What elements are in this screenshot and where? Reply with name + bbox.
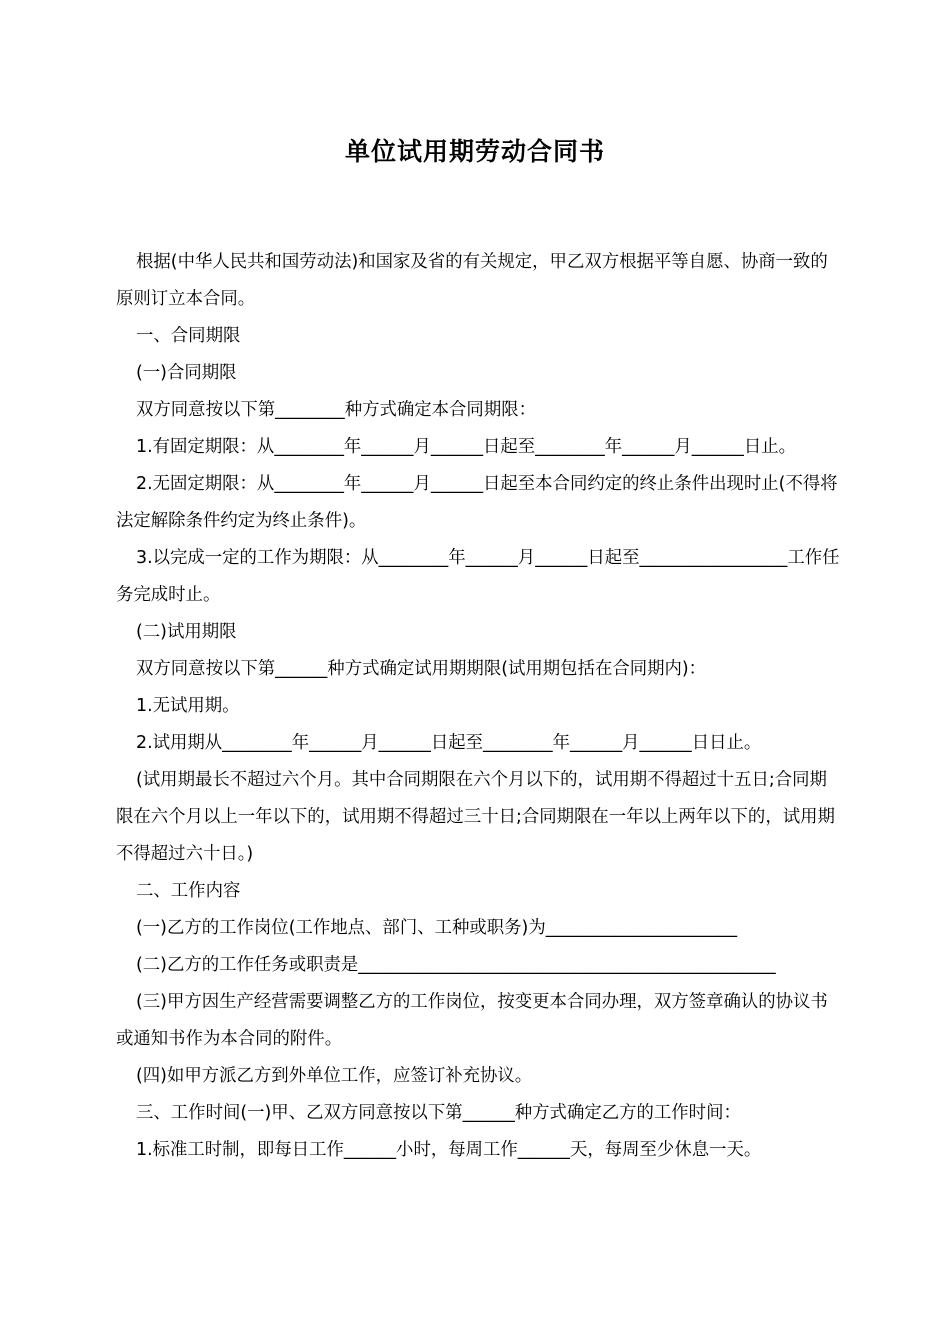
subsection-heading-probation: (二)试用期限 [136,622,237,642]
paragraph-work-duties: (二)乙方的工作任务或职责是________________________________________________ [136,955,776,975]
paragraph-no-probation: 1.无试用期。 [136,696,240,716]
paragraph-preamble: 根据(中华人民共和国劳动法)和国家及省的有关规定，甲乙双方根据平等自愿、协商一致的原则订立本合同。 [116,252,828,309]
paragraph-probation-note: (试用期最长不超过六个月。其中合同期限在六个月以下的，试用期不得超过十五日;合同期限在六个月以上一年以下的，试用期不得超过三十日;合同期限在一年以上两年以下的，试用期不得超过六十日。) [116,770,835,864]
paragraph-open-term: 2.无固定期限：从________年______月______日起至本合同约定的终止条件出现时止(不得将法定解除条件约定为终止条件)。 [116,474,838,531]
paragraph-probation-method: 双方同意按以下第______种方式确定试用期期限(试用期包括在合同期内)： [136,659,707,679]
paragraph-fixed-term: 1.有固定期限：从________年______月______日起至________年______月______日止。 [136,437,797,457]
document-title: 单位试用期劳动合同书 [344,137,605,166]
subsection-heading-contract-term: (一)合同期限 [136,363,237,383]
paragraph-probation-period: 2.试用期从________年______月______日起至________年______月______日日止。 [136,733,762,753]
section-heading-work-content: 二、工作内容 [136,881,241,901]
paragraph-standard-hours: 1.标准工时制，即每日工作______小时，每周工作______天，每周至少休息一天。 [136,1140,762,1160]
document-body [116,244,840,1169]
paragraph-term-method: 双方同意按以下第________种方式确定本合同期限： [136,400,536,420]
paragraph-external-assignment: (四)如甲方派乙方到外单位工作，应签订补充协议。 [136,1066,533,1086]
section-heading-work-hours: 三、工作时间(一)甲、乙双方同意按以下第______种方式确定乙方的工作时间： [136,1103,741,1123]
section-heading-term: 一、合同期限 [136,326,241,346]
paragraph-position-change: (三)甲方因生产经营需要调整乙方的工作岗位，按变更本合同办理，双方签章确认的协议书或通知书作为本合同的附件。 [116,992,828,1049]
paragraph-work-position: (一)乙方的工作岗位(工作地点、部门、工种或职务)为______________________ [136,918,738,938]
paragraph-task-term: 3.以完成一定的工作为期限：从________年______月______日起至_________________工作任务完成时止。 [116,548,840,605]
